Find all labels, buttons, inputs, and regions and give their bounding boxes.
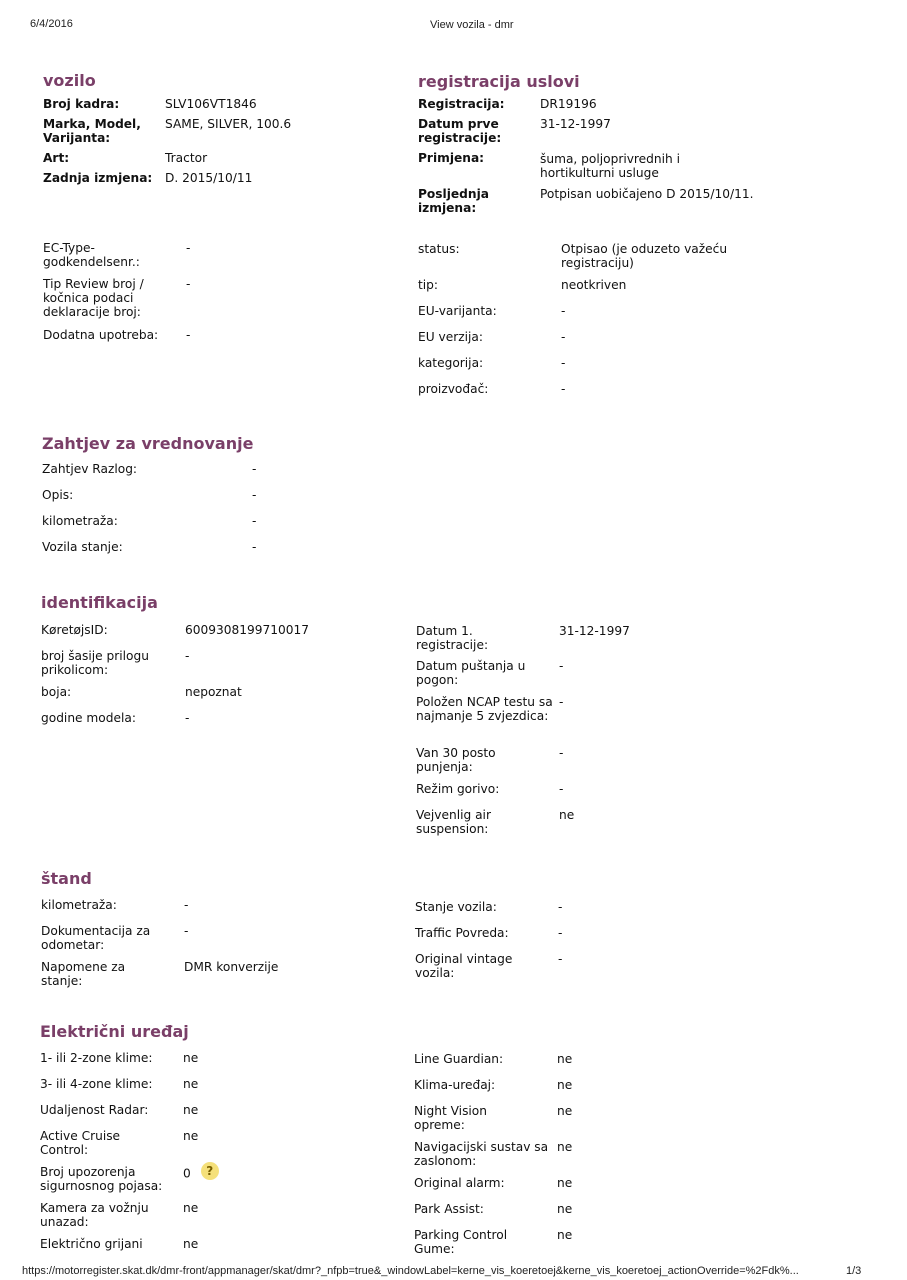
field-value: DR19196 bbox=[540, 97, 597, 111]
field-value: 6009308199710017 bbox=[185, 623, 310, 637]
field-label: EU verzija: bbox=[418, 330, 483, 344]
field-value: - bbox=[186, 328, 191, 342]
field-label: Opis: bbox=[42, 488, 74, 502]
field-value: - bbox=[185, 649, 190, 663]
field-value: - bbox=[561, 356, 566, 370]
field-label: Registracija: bbox=[418, 97, 505, 111]
field-label: boja: bbox=[41, 685, 72, 699]
field-label: 3- ili 4-zone klime: bbox=[40, 1077, 153, 1091]
field-label: Dokumentacija za odometar: bbox=[41, 924, 151, 952]
field-label: Režim gorivo: bbox=[416, 782, 500, 796]
field-label: kategorija: bbox=[418, 356, 484, 370]
print-page-number: 1/3 bbox=[846, 1265, 862, 1277]
field-value: ne bbox=[557, 1202, 573, 1216]
field-value: - bbox=[561, 304, 566, 318]
field-label: Datum puštanja u pogon: bbox=[416, 659, 526, 687]
field-value: - bbox=[185, 711, 190, 725]
field-label: Park Assist: bbox=[414, 1202, 484, 1216]
field-label: Položen NCAP testu sa najmanje 5 zvjezdica: bbox=[416, 695, 553, 723]
field-value: SLV106VT1846 bbox=[165, 97, 257, 111]
field-value: - bbox=[184, 924, 189, 938]
field-label: Original vintage vozila: bbox=[415, 952, 513, 980]
field-label: godine modela: bbox=[41, 711, 136, 725]
field-label: Broj kadra: bbox=[43, 97, 120, 111]
field-label: Primjena: bbox=[418, 151, 485, 165]
field-label: Dodatna upotreba: bbox=[43, 328, 159, 342]
print-url: https://motorregister.skat.dk/dmr-front/appmanager/skat/dmr?_nfpb=true&_windowLabel=kerne_vis_koeretoej&kerne_vis_koeretoej_actionOverride=%2Fdk%... bbox=[22, 1265, 799, 1277]
field-label: Udaljenost Radar: bbox=[40, 1103, 149, 1117]
field-label: Marka, Model, Varijanta: bbox=[43, 117, 141, 145]
field-label: Van 30 posto punjenja: bbox=[416, 746, 496, 774]
section-title-elektricni: Električni uređaj bbox=[40, 1022, 189, 1041]
field-label: Zahtjev Razlog: bbox=[42, 462, 138, 476]
field-label: broj šasije prilogu prikolicom: bbox=[41, 649, 149, 677]
field-value: ne bbox=[557, 1228, 573, 1242]
field-value: ne bbox=[183, 1129, 199, 1143]
field-value: ne bbox=[559, 808, 575, 822]
field-value: - bbox=[252, 540, 257, 554]
field-value: šuma, poljoprivrednih i hortikulturni usluge bbox=[540, 152, 681, 180]
field-value: - bbox=[252, 514, 257, 528]
field-label: Vozila stanje: bbox=[42, 540, 123, 554]
field-value: ne bbox=[557, 1078, 573, 1092]
field-value: neotkriven bbox=[561, 278, 627, 292]
field-label: EC-Type-godkendelsenr.: bbox=[43, 241, 140, 269]
field-value: ne bbox=[557, 1176, 573, 1190]
field-value: ne bbox=[183, 1051, 199, 1065]
field-label: Original alarm: bbox=[414, 1176, 505, 1190]
field-value: ne bbox=[557, 1052, 573, 1066]
field-value: - bbox=[559, 659, 564, 673]
field-value: - bbox=[558, 900, 563, 914]
field-label: EU-varijanta: bbox=[418, 304, 497, 318]
field-value: ne bbox=[183, 1077, 199, 1091]
field-label: Art: bbox=[43, 151, 70, 165]
field-value: - bbox=[558, 952, 563, 966]
field-label: kilometraža: bbox=[41, 898, 117, 912]
field-value: - bbox=[561, 330, 566, 344]
print-title: View vozila - dmr bbox=[430, 19, 514, 31]
field-label: Posljednja izmjena: bbox=[418, 187, 489, 215]
section-title-stand: štand bbox=[41, 869, 92, 888]
field-value: ne bbox=[183, 1201, 199, 1215]
field-label: kilometraža: bbox=[42, 514, 118, 528]
field-value: ne bbox=[557, 1104, 573, 1118]
field-value: - bbox=[559, 695, 564, 709]
section-title-zahtjev: Zahtjev za vrednovanje bbox=[42, 434, 254, 453]
field-label: Vejvenlig air suspension: bbox=[416, 808, 491, 836]
section-title-vozilo: vozilo bbox=[43, 71, 96, 90]
field-value-with-help bbox=[183, 1165, 423, 1183]
field-label: Datum 1. registracije: bbox=[416, 624, 489, 652]
field-label: Zadnja izmjena: bbox=[43, 171, 153, 185]
field-label: 1- ili 2-zone klime: bbox=[40, 1051, 153, 1065]
field-value: - bbox=[558, 926, 563, 940]
question-icon[interactable]: ? bbox=[201, 1162, 219, 1180]
section-title-identifikacija: identifikacija bbox=[41, 593, 158, 612]
field-value: - bbox=[184, 898, 189, 912]
field-value: - bbox=[252, 462, 257, 476]
field-label: KøretøjsID: bbox=[41, 623, 108, 637]
field-value: - bbox=[561, 382, 566, 396]
field-value: nepoznat bbox=[185, 685, 242, 699]
field-label: Stanje vozila: bbox=[415, 900, 497, 914]
field-label: Datum prve registracije: bbox=[418, 117, 502, 145]
field-label: Active Cruise Control: bbox=[40, 1129, 121, 1157]
field-value: - bbox=[186, 241, 191, 255]
field-label: Tip Review broj / kočnica podaci deklaracije broj: bbox=[43, 277, 144, 319]
field-label: Klima-uređaj: bbox=[414, 1078, 496, 1092]
field-value: - bbox=[252, 488, 257, 502]
field-label: proizvođač: bbox=[418, 382, 489, 396]
field-value: D. 2015/10/11 bbox=[165, 171, 253, 185]
field-value: 0 bbox=[183, 1166, 191, 1181]
field-label: Line Guardian: bbox=[414, 1052, 504, 1066]
section-title-registracija: registracija uslovi bbox=[418, 72, 580, 91]
field-value: - bbox=[559, 782, 564, 796]
print-date: 6/4/2016 bbox=[30, 18, 73, 30]
field-value: ne bbox=[183, 1237, 199, 1251]
field-value: Potpisan uobičajeno D 2015/10/11. bbox=[540, 187, 754, 201]
field-label: Traffic Povreda: bbox=[415, 926, 509, 940]
field-value: 31-12-1997 bbox=[540, 117, 611, 131]
field-label: Napomene za stanje: bbox=[41, 960, 126, 988]
field-value: 31-12-1997 bbox=[559, 624, 630, 638]
field-label: Navigacijski sustav sa zaslonom: bbox=[414, 1140, 549, 1168]
field-value: ne bbox=[183, 1103, 199, 1117]
field-value: Tractor bbox=[165, 151, 208, 165]
field-value: - bbox=[559, 746, 564, 760]
field-label: Električno grijani bbox=[40, 1237, 143, 1251]
field-label: status: bbox=[418, 242, 460, 256]
field-label: Night Vision opreme: bbox=[414, 1104, 487, 1132]
field-value: SAME, SILVER, 100.6 bbox=[165, 117, 292, 131]
field-value: DMR konverzije bbox=[184, 960, 279, 974]
field-label: Parking Control Gume: bbox=[414, 1228, 508, 1256]
field-label: Broj upozorenja sigurnosnog pojasa: bbox=[40, 1165, 163, 1193]
field-value: - bbox=[186, 277, 191, 291]
field-value: Otpisao (je oduzeto važeću registraciju) bbox=[561, 242, 728, 270]
field-value: ne bbox=[557, 1140, 573, 1154]
field-label: Kamera za vožnju unazad: bbox=[40, 1201, 149, 1229]
field-label: tip: bbox=[418, 278, 439, 292]
